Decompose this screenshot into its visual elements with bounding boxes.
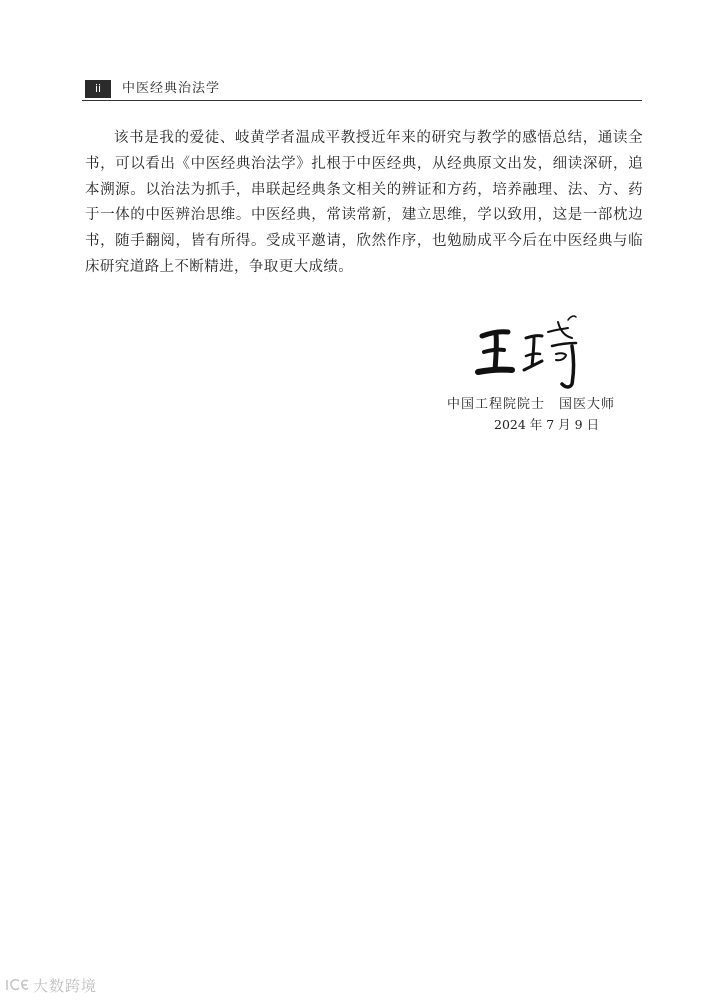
signature-date: 2024 年 7 月 9 日 [494,417,600,432]
signature-icon [468,312,586,392]
book-title: 中医经典治法学 [122,81,221,96]
ice-logo-icon [4,976,30,994]
running-header [82,78,642,101]
watermark-text: 大数跨境 [33,976,98,995]
signature-credential: 中国工程院院士 国医大师 [447,397,616,412]
page-number: ii [85,80,111,98]
preface-paragraph: 该书是我的爱徒、岐黄学者温成平教授近年来的研究与教学的感悟总结，通读全书，可以看出《中医经典治法学》扎根于中医经典，从经典原文出发，细读深研，追本溯源。以治法为抓手，串联起经典条文相关的辨证和方药，培养融理、法、方、药于一体的中医辨治思维。中医经典，常读常新，建立思维，学以致用，这是一部枕边书，随手翻阅，皆有所得。受成平邀请，欣然作序，也勉励成平今后在中医经典与临床研究道路上不断精进，争取更大成绩。 [85,130,643,275]
handwritten-signature [468,312,586,392]
watermark [4,974,97,996]
